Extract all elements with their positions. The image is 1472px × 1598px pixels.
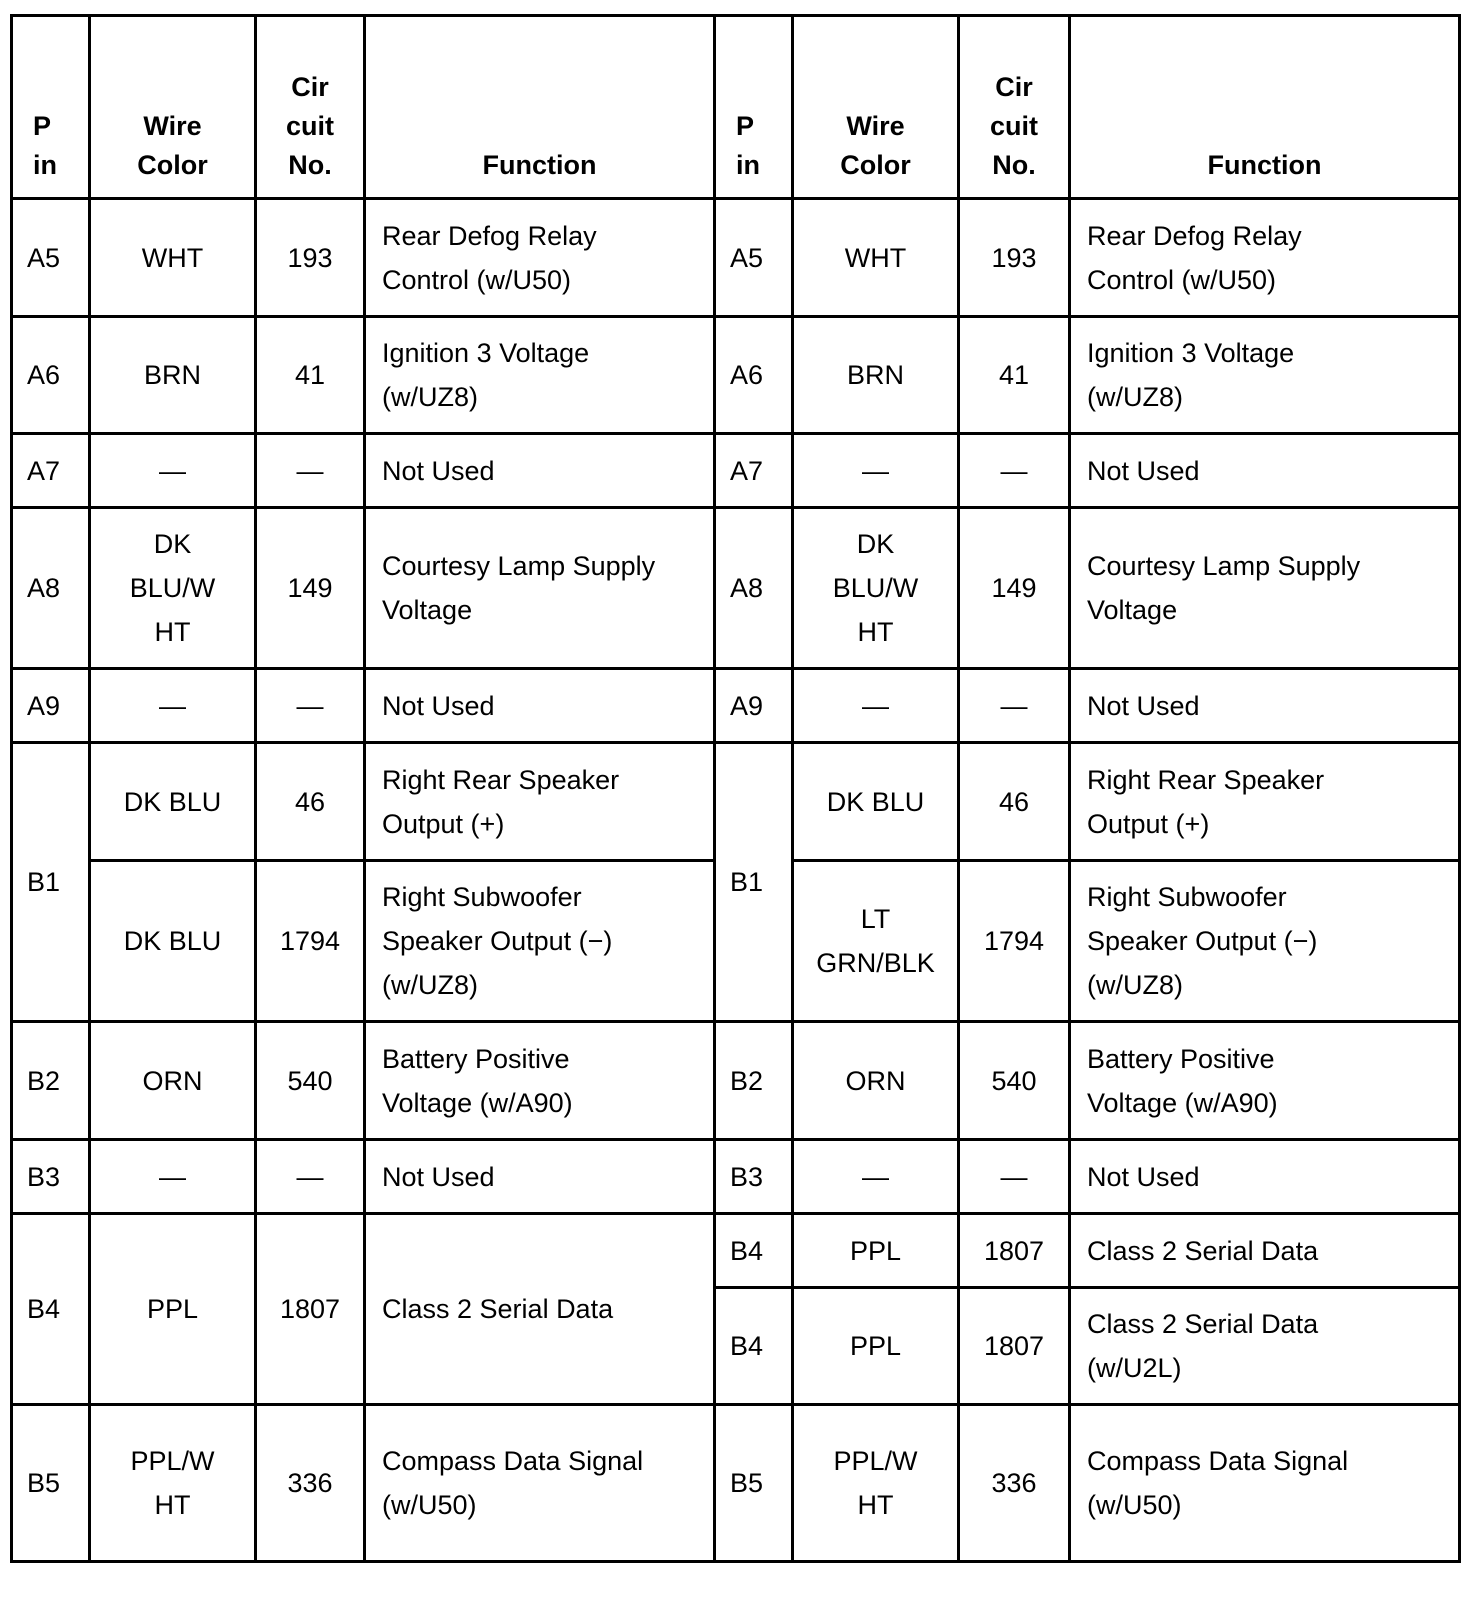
circuit-cell: —	[256, 1140, 365, 1214]
table-row	[12, 1405, 1460, 1562]
pin-cell: B2	[715, 1022, 793, 1140]
table-row	[12, 508, 1460, 669]
circuit-cell: —	[256, 434, 365, 508]
connector-pinout-table	[10, 14, 1461, 1563]
function-cell: Right Rear Speaker Output (+)	[1070, 743, 1460, 861]
function-cell: Not Used	[365, 669, 715, 743]
header-pin: P in	[715, 16, 793, 199]
function-cell: Class 2 Serial Data	[365, 1214, 715, 1405]
circuit-cell: 46	[959, 743, 1070, 861]
function-cell: Battery Positive Voltage (w/A90)	[1070, 1022, 1460, 1140]
wire-color-cell: —	[90, 434, 256, 508]
circuit-cell: 540	[256, 1022, 365, 1140]
function-cell: Not Used	[1070, 434, 1460, 508]
circuit-cell: 193	[959, 199, 1070, 317]
wire-color-cell: —	[793, 669, 959, 743]
pin-cell: A6	[12, 317, 90, 434]
pin-cell: A7	[12, 434, 90, 508]
circuit-cell: 336	[256, 1405, 365, 1562]
wire-color-cell: WHT	[90, 199, 256, 317]
pin-cell: B4	[12, 1214, 90, 1405]
circuit-cell: 1794	[959, 861, 1070, 1022]
header-function: Function	[1070, 16, 1460, 199]
wire-color-cell: DK BLU	[90, 861, 256, 1022]
circuit-cell: 1807	[959, 1214, 1070, 1288]
circuit-cell: 193	[256, 199, 365, 317]
function-cell: Class 2 Serial Data	[1070, 1214, 1460, 1288]
wire-color-cell: —	[793, 1140, 959, 1214]
wire-color-cell: —	[90, 669, 256, 743]
header-function: Function	[365, 16, 715, 199]
function-cell: Right Rear Speaker Output (+)	[365, 743, 715, 861]
table-row	[12, 199, 1460, 317]
wire-color-cell: PPL/W HT	[793, 1405, 959, 1562]
wire-color-cell: —	[90, 1140, 256, 1214]
function-cell: Ignition 3 Voltage (w/UZ8)	[365, 317, 715, 434]
pin-cell: B3	[12, 1140, 90, 1214]
table-row	[12, 669, 1460, 743]
pin-cell: B2	[12, 1022, 90, 1140]
wire-color-cell: BRN	[90, 317, 256, 434]
pin-cell: B1	[715, 743, 793, 1022]
pin-cell: A7	[715, 434, 793, 508]
function-cell: Not Used	[1070, 1140, 1460, 1214]
header-row	[12, 16, 1460, 199]
pin-cell: B4	[715, 1288, 793, 1405]
circuit-cell: 540	[959, 1022, 1070, 1140]
table-row	[12, 1214, 1460, 1288]
circuit-cell: —	[959, 1140, 1070, 1214]
pin-cell: B3	[715, 1140, 793, 1214]
wire-color-cell: ORN	[793, 1022, 959, 1140]
wire-color-cell: PPL	[793, 1214, 959, 1288]
pin-cell: A5	[715, 199, 793, 317]
function-cell: Courtesy Lamp Supply Voltage	[365, 508, 715, 669]
function-cell: Class 2 Serial Data (w/U2L)	[1070, 1288, 1460, 1405]
function-cell: Not Used	[1070, 669, 1460, 743]
header-pin: P in	[12, 16, 90, 199]
pin-cell: A6	[715, 317, 793, 434]
pin-cell: B1	[12, 743, 90, 1022]
circuit-cell: 1794	[256, 861, 365, 1022]
wire-color-cell: WHT	[793, 199, 959, 317]
header-circuit-no: Cir cuit No.	[959, 16, 1070, 199]
pin-cell: B4	[715, 1214, 793, 1288]
table-row	[12, 434, 1460, 508]
header-wire-color: Wire Color	[793, 16, 959, 199]
table-row	[12, 1022, 1460, 1140]
function-cell: Ignition 3 Voltage (w/UZ8)	[1070, 317, 1460, 434]
wire-color-cell: PPL	[793, 1288, 959, 1405]
circuit-cell: 149	[959, 508, 1070, 669]
pin-cell: A9	[715, 669, 793, 743]
function-cell: Battery Positive Voltage (w/A90)	[365, 1022, 715, 1140]
function-cell: Courtesy Lamp Supply Voltage	[1070, 508, 1460, 669]
function-cell: Not Used	[365, 1140, 715, 1214]
wire-color-cell: PPL/W HT	[90, 1405, 256, 1562]
wire-color-cell: LT GRN/BLK	[793, 861, 959, 1022]
pin-cell: B5	[715, 1405, 793, 1562]
wire-color-cell: DK BLU/W HT	[793, 508, 959, 669]
header-wire-color: Wire Color	[90, 16, 256, 199]
wire-color-cell: ORN	[90, 1022, 256, 1140]
circuit-cell: —	[256, 669, 365, 743]
function-cell: Not Used	[365, 434, 715, 508]
pin-cell: A8	[12, 508, 90, 669]
circuit-cell: —	[959, 434, 1070, 508]
wire-color-cell: BRN	[793, 317, 959, 434]
wire-color-cell: —	[793, 434, 959, 508]
wire-color-cell: DK BLU	[90, 743, 256, 861]
function-cell: Compass Data Signal (w/U50)	[1070, 1405, 1460, 1562]
pin-cell: A9	[12, 669, 90, 743]
circuit-cell: 1807	[256, 1214, 365, 1405]
wire-color-cell: PPL	[90, 1214, 256, 1405]
header-circuit-no: Cir cuit No.	[256, 16, 365, 199]
pin-cell: A5	[12, 199, 90, 317]
circuit-cell: 46	[256, 743, 365, 861]
pin-cell: B5	[12, 1405, 90, 1562]
function-cell: Compass Data Signal (w/U50)	[365, 1405, 715, 1562]
circuit-cell: 41	[256, 317, 365, 434]
wire-color-cell: DK BLU	[793, 743, 959, 861]
function-cell: Rear Defog Relay Control (w/U50)	[365, 199, 715, 317]
circuit-cell: —	[959, 669, 1070, 743]
circuit-cell: 1807	[959, 1288, 1070, 1405]
function-cell: Right Subwoofer Speaker Output (−) (w/UZ8)	[365, 861, 715, 1022]
table-row	[12, 317, 1460, 434]
circuit-cell: 336	[959, 1405, 1070, 1562]
function-cell: Rear Defog Relay Control (w/U50)	[1070, 199, 1460, 317]
wire-color-cell: DK BLU/W HT	[90, 508, 256, 669]
table-row	[12, 743, 1460, 861]
circuit-cell: 41	[959, 317, 1070, 434]
function-cell: Right Subwoofer Speaker Output (−) (w/UZ8)	[1070, 861, 1460, 1022]
circuit-cell: 149	[256, 508, 365, 669]
pin-cell: A8	[715, 508, 793, 669]
table-row	[12, 1140, 1460, 1214]
